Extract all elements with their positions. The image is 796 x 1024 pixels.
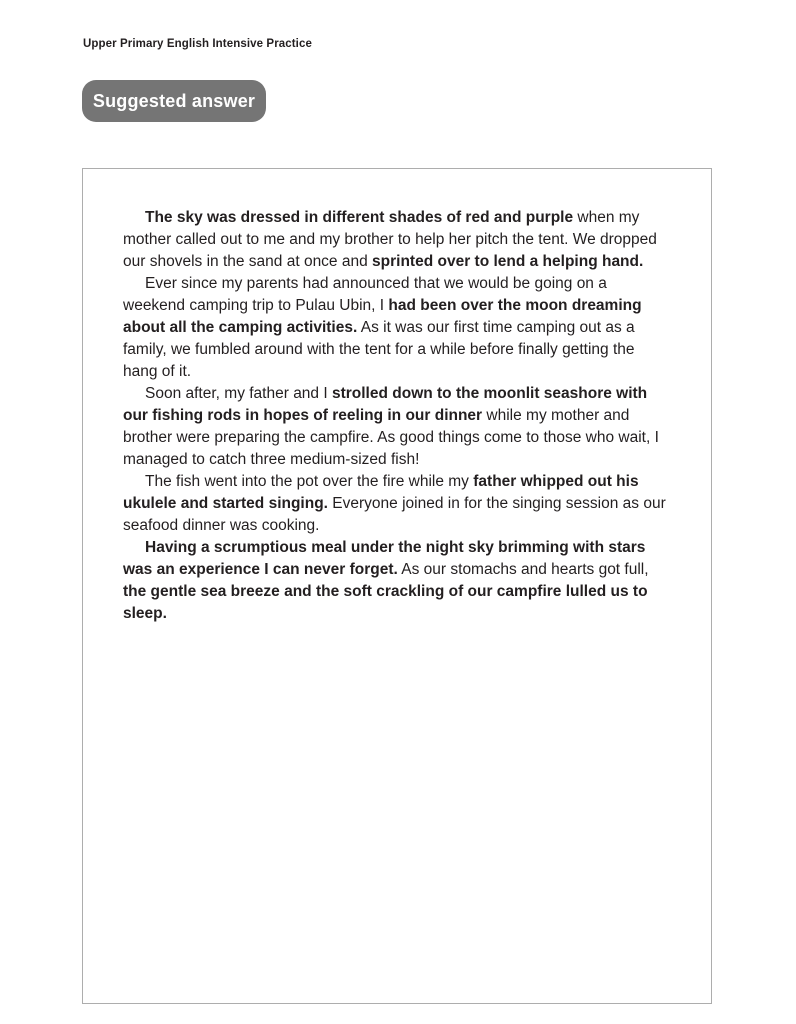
- suggested-answer-badge-label: Suggested answer: [92, 90, 256, 111]
- essay-text-segment: while my mother and brother were preparing the campfire. As good things come to those who wait, I managed to catch three medium-sized fish!: [123, 407, 659, 468]
- essay-text-segment: strolled down to the moonlit seashore with our fishing rods in hopes of reeling in our dinner: [123, 385, 648, 424]
- essay-paragraph: [123, 273, 673, 383]
- essay-paragraph: [123, 207, 673, 273]
- essay-text-segment: had been over the moon dreaming about all the camping activities.: [123, 297, 642, 336]
- essay-text-segment: Ever since my parents had announced that we would be going on a weekend camping trip to Pulau Ubin, I: [123, 275, 607, 314]
- header-title: Upper Primary English Intensive Practice: [83, 38, 312, 50]
- essay-text-segment: Everyone joined in for the singing session as our seafood dinner was cooking.: [123, 495, 666, 534]
- essay-text-segment: the gentle sea breeze and the soft crackling of our campfire lulled us to sleep.: [123, 583, 648, 622]
- essay-text-segment: Having a scrumptious meal under the night sky brimming with stars was an experience I can never forget.: [123, 539, 646, 578]
- essay-paragraph: [123, 383, 673, 471]
- suggested-answer-badge: [82, 80, 266, 122]
- essay-text-segment: As our stomachs and hearts got full,: [397, 561, 649, 578]
- essay-paragraph: [123, 471, 673, 537]
- essay-text-segment: The sky was dressed in different shades of red and purple: [145, 209, 574, 226]
- essay-text-segment: The fish went into the pot over the fire while my: [145, 473, 474, 490]
- essay-text-segment: when my mother called out to me and my brother to help her pitch the tent. We dropped our shovels in the sand at once and: [123, 209, 657, 270]
- essay-body: [123, 207, 673, 625]
- essay-text-segment: father whipped out his ukulele and started singing.: [123, 473, 639, 512]
- essay-paragraph: [123, 537, 673, 625]
- answer-box: [82, 168, 712, 1004]
- essay-text-segment: As it was our first time camping out as a family, we fumbled around with the tent for a while before finally getting the hang of it.: [123, 319, 635, 380]
- essay-text-segment: Soon after, my father and I: [145, 385, 332, 402]
- essay-text-segment: sprinted over to lend a helping hand.: [372, 253, 644, 270]
